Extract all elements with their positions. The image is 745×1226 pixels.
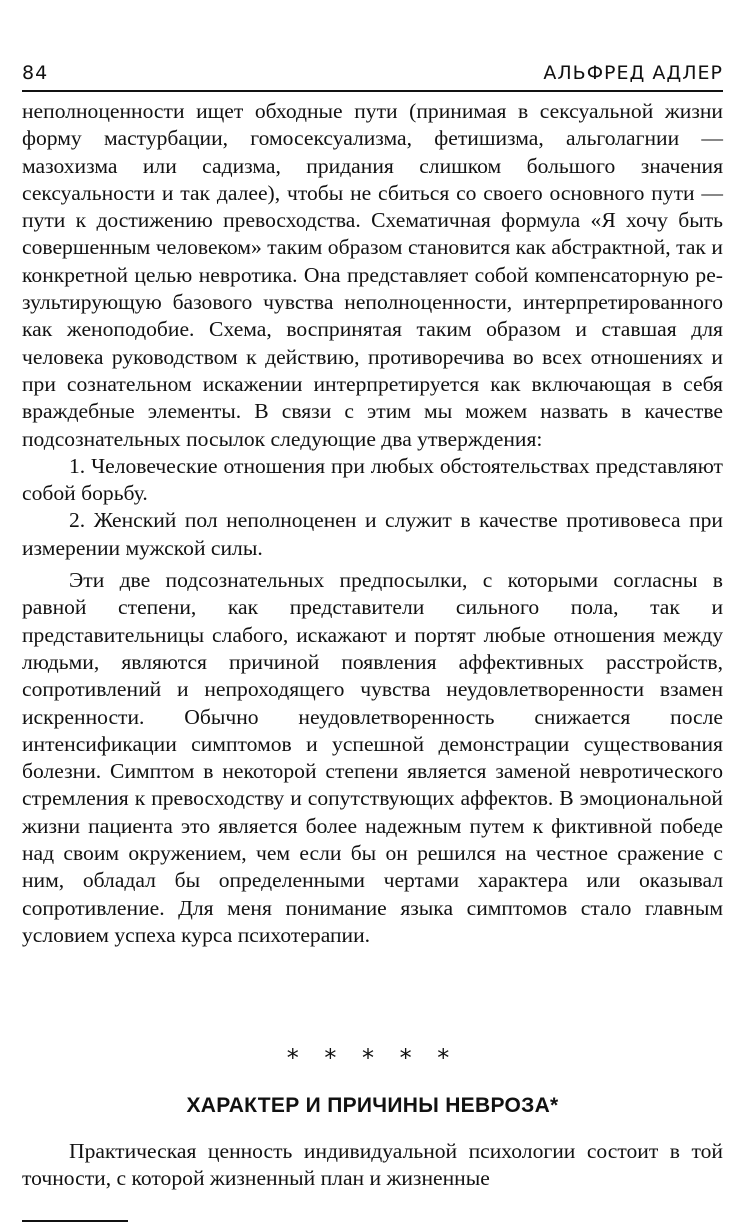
section-separator: * * * * *: [286, 1044, 459, 1072]
page-header: [22, 62, 723, 90]
body-text: [22, 98, 723, 949]
header-rule: [22, 90, 723, 92]
section-heading: ХАРАКТЕР И ПРИЧИНЫ НЕВРОЗА*: [186, 1094, 559, 1117]
list-item: 1. Человеческие отношения при любых обстоятельствах представляют собой борьбу.: [22, 453, 723, 506]
running-head: АЛЬФРЕД АДЛЕР: [543, 62, 723, 84]
paragraph: Практическая ценность индивидуальной психологии состоит в той точности, с которой жизненный план и жизненные: [22, 1139, 723, 1191]
paragraph: Эти две подсознательных предпосылки, с которыми согласны в равной степени, как представители сильного пола, так и представительницы слабого, искажают и портят любые отношения между людьми, являются причиной появления аффективных расстройств, сопротивлений и непроходящего чувства неудовлетворенности взамен искренности. Обычно неудовлетворенность снижается после интенсификации симптомов и успешной демонстрации существования болезни. Симптом в некоторой степени является заменой невротического стремления к превосходству и сопутствующих аффектов. В эмоциональной жизни пациента это является более надежным путем к фиктивной победе над своим окружением, чем если бы он решился на честное сражение с ним, обладал бы определенными чертами характера или оказывал сопротивление. Для меня понимание языка симптомов стало главным условием успеха курса психотерапии.: [22, 568, 723, 947]
list-item: 2. Женский пол неполноценен и служит в качестве противовеса при измерении мужской силы.: [22, 508, 723, 560]
section-text: [22, 1138, 723, 1193]
paragraph: неполноценности ищет обходные пути (принимая в сексуальной жизни форму мастурбации, гомосексуализма, фетишизма, альголагнии — мазохизма или садизма, придания слишком большого значения сексуальности и так далее), чтобы не сбиться со своего основного пути — пути к достижению превосходства. Схематичная формула «Я хочу быть совершенным человеком» таким образом становится как абстрактной, так и конкретной целью невротика. Она представляет собой компенсаторную результирующую базового чувства неполноценности, интерпретированного как женоподобие. Схема, воспринятая таким образом и ставшая для человека руководством к действию, противоречива во всех отношениях и при сознательном искажении интерпретируется как включающая в себя враждебные элементы. В связи с этим мы можем назвать в качестве подсознательных посылок следующие два утверждения:: [22, 99, 723, 451]
page-number: 84: [22, 62, 49, 84]
footnote-rule: [22, 1220, 128, 1222]
